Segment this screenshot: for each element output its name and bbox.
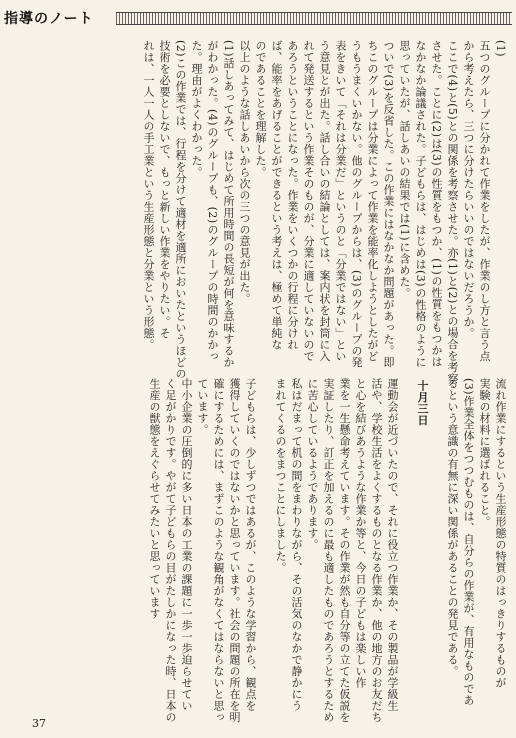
spacer bbox=[400, 378, 414, 698]
text-column: 私はだまって机の間をまわりながら、その活気のなかで静かにう bbox=[290, 378, 303, 712]
text-column: う意見とが出た。話し合いの結論としては、案内状を封筒に入 bbox=[318, 40, 331, 362]
text-column: に苦心しているようであります。 bbox=[306, 378, 319, 551]
spacer bbox=[258, 378, 272, 698]
text-column: から考えたら、三つに分けたらいいのではないだろうか。 bbox=[462, 40, 475, 339]
text-column: 確にするためには、まずこのような観角がなくてはならないと思っ bbox=[212, 378, 225, 723]
text-column: 運動会が近づいたので、それに役立つ作業か、その製品が学級生 bbox=[386, 378, 399, 712]
text-column: 活や、学校生活をよくするものとなる作業か、他の地方のお友だち bbox=[370, 378, 383, 723]
text-column: のであることを理解した。 bbox=[254, 40, 267, 178]
text-column: 技術を必要としないで、もっと新しい作業をやりたい。そ bbox=[158, 40, 171, 339]
text-column: (2)この作業では、行程を分けて適材を適所においたというほどの bbox=[174, 40, 187, 380]
text-column: 流れ作業にするという生産形態の特質のはっきりするものが bbox=[494, 378, 507, 689]
page-header bbox=[0, 0, 516, 34]
text-column: うもうまくいかない。他のグループからは、(3)のグループの発 bbox=[350, 40, 363, 368]
text-column: れて発送するという作業そのものが、分業に適していないので bbox=[302, 40, 315, 362]
text-column: まれてくるのをまつことにしました。 bbox=[274, 378, 287, 574]
spacer bbox=[430, 378, 444, 698]
text-column: 五つのグループに分かれて作業をしたが、作業のし方と言う点 bbox=[478, 40, 491, 362]
section-date-heading: 十月三日 bbox=[416, 380, 429, 426]
text-column: (1)話しあってみて、はじめて所用時間の長短が何を意味するか bbox=[222, 40, 235, 368]
text-column: ています。 bbox=[196, 378, 209, 436]
text-column: 中小企業の圧倒的に多い日本の工業の課題に一歩一歩迫らせてい bbox=[180, 378, 193, 712]
text-column: と心を結びあうような作業か等と、今日の子どもは楽しい作 bbox=[354, 378, 367, 689]
text-column: がわかった。(4)のグループも、(2)のグループの時間のかかっ bbox=[206, 40, 219, 362]
text-column: 実験の材料に選ばれること。 bbox=[478, 378, 491, 528]
text-column: ついで(3)を反省した。この作業にはなかなか問題があった。即 bbox=[382, 40, 395, 368]
text-column: 子どもらは、少しずつではあるが、このような学習から、観点を bbox=[244, 378, 257, 712]
text-column: 表をきいて「それは分業だ」というのと「分業ではない」とい bbox=[334, 40, 347, 362]
text-column: 生産の獣態をえぐらせてみたいと思っています bbox=[148, 378, 161, 620]
page-number: 37 bbox=[32, 717, 46, 730]
text-column: なかなか論議された。子どもらは、はじめは(3)の性格のように bbox=[414, 40, 427, 368]
text-column: た。理由がよくわかった。 bbox=[190, 40, 203, 178]
decorative-header-bar bbox=[116, 12, 512, 25]
text-column: (3)作業全体をつつむものは、自分らの作業が、有用なものであ bbox=[462, 378, 475, 706]
text-column: るという意識の有無に深い関係があることの発見である。 bbox=[446, 378, 459, 677]
text-column: (1) bbox=[494, 40, 507, 58]
text-column: ば、能率をあげることができるという考えは、極めて単純な bbox=[270, 40, 283, 351]
text-column: あろうということになった。作業をいくつかの行程に分けれ bbox=[286, 40, 299, 351]
header-title: 指導のノート bbox=[4, 11, 94, 27]
text-column: ここで(4)と(5)との関係を考察させた。亦(1)と(2)との場合を考察 bbox=[446, 40, 459, 385]
text-column: れは、一人一人の手工業という生産形態と分業という形態。 bbox=[142, 40, 155, 351]
text-column: 実証したり、訂正を加えるのに最も適したものであろうとするため bbox=[322, 378, 335, 723]
text-column: ちこのグループは分業によって作業を能率化しようとしたがど bbox=[366, 40, 379, 362]
text-column: く足がかりです。やがて子どもらの目がたしかになった時、日本の bbox=[164, 378, 177, 723]
text-column: 以上のような話しあいから次の三つの意見が出た。 bbox=[238, 40, 251, 305]
text-column: 業を一生懸命考えています。その作業が然も自分等の立てた仮説を bbox=[338, 378, 351, 723]
upper-text-block bbox=[140, 40, 508, 400]
text-column: させた。ことに(2)は(3)の性質をもつか、(1)の性質をもつかは bbox=[430, 40, 443, 368]
text-column: 獲得していくのではないかと思っています。社会の問題の所在を明 bbox=[228, 378, 241, 723]
text-column: 思っていたが、話しあいの結果では(1)に含めた。 bbox=[398, 40, 411, 299]
lower-text-block bbox=[146, 378, 508, 723]
